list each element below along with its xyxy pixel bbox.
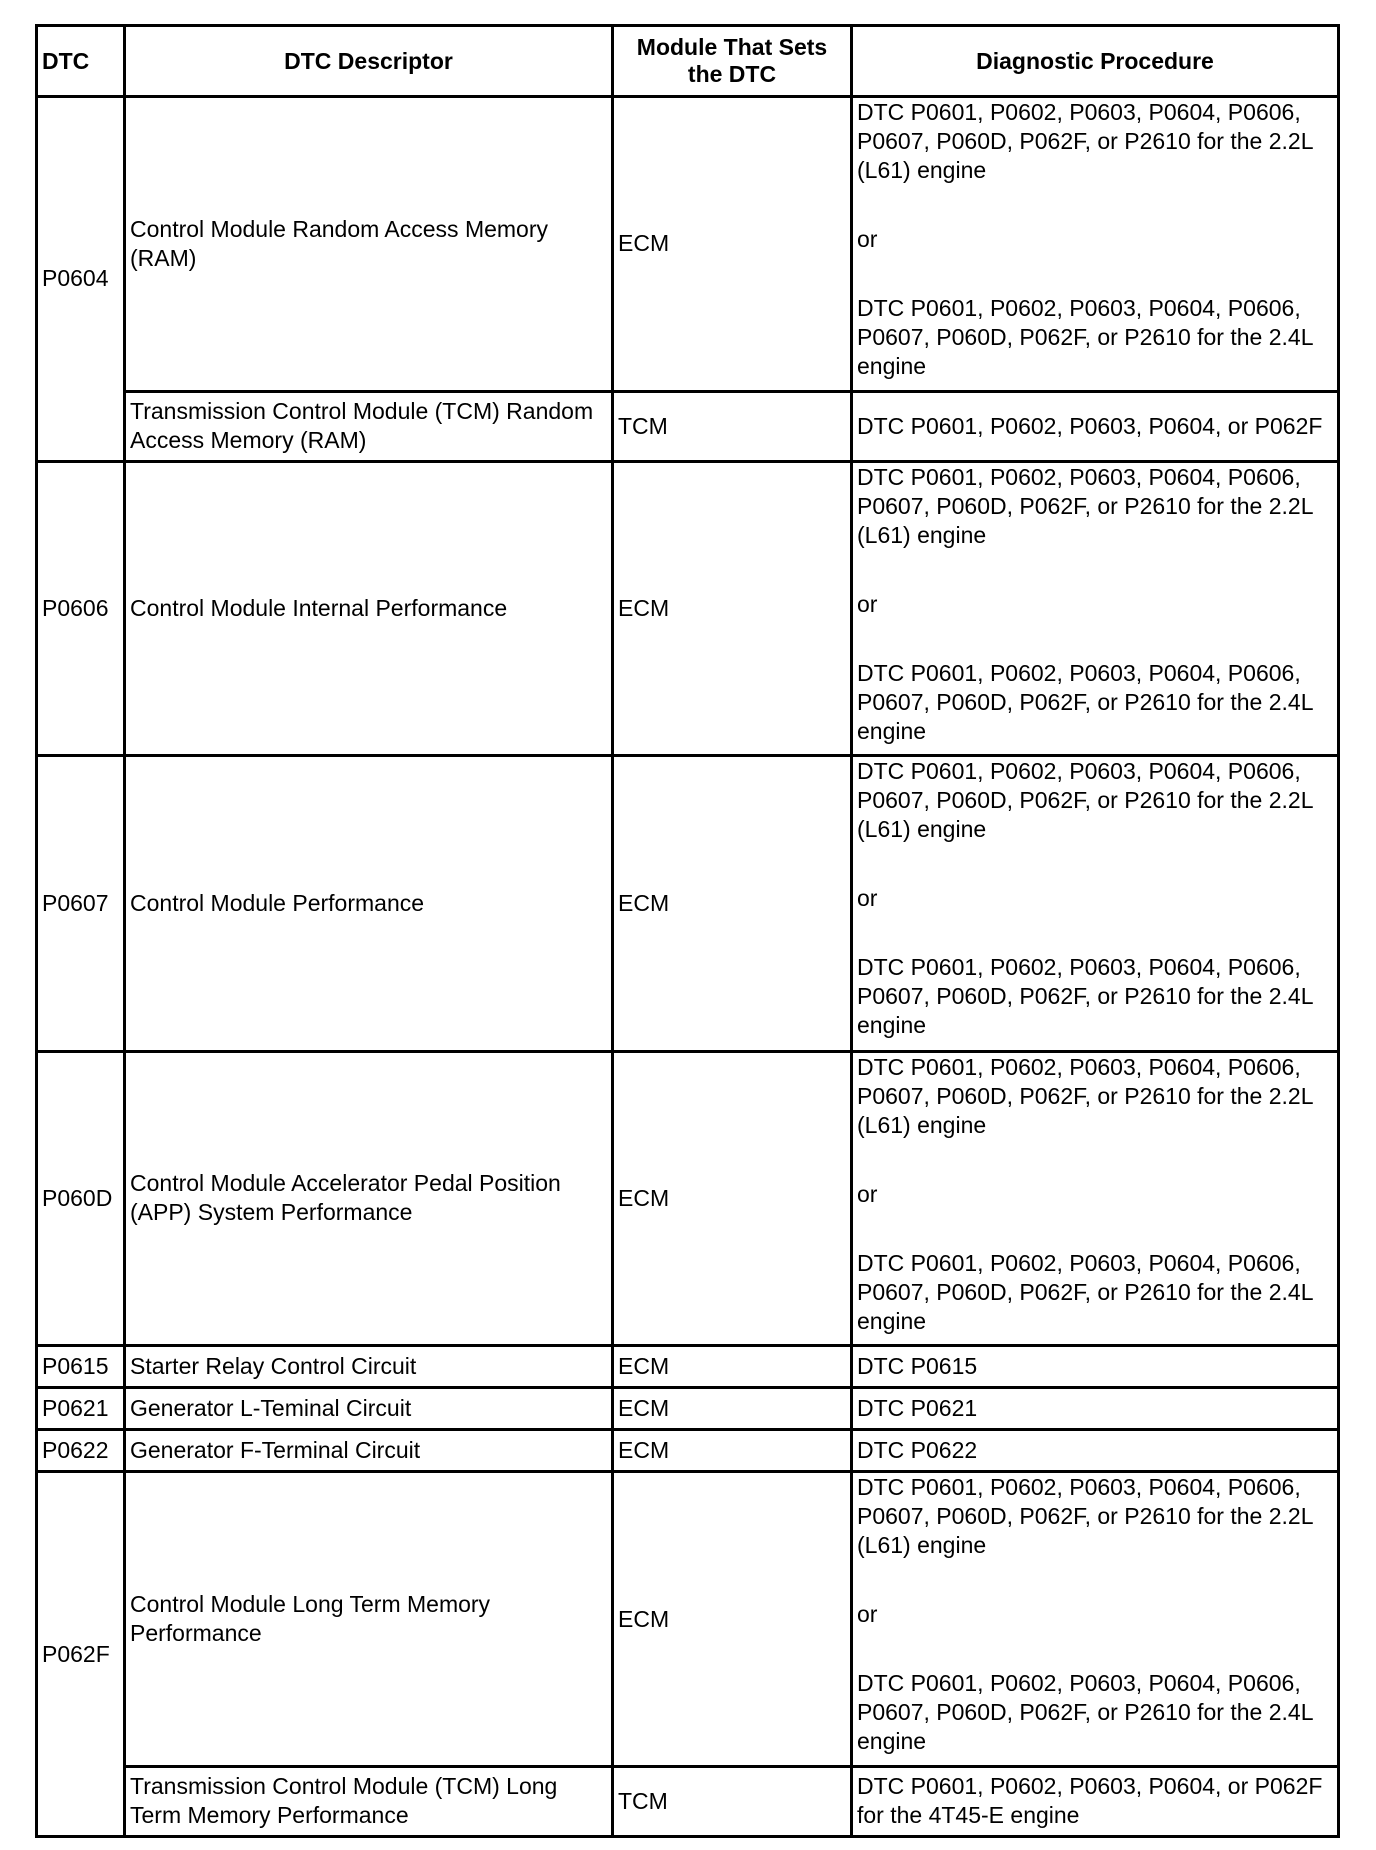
table-row — [37, 756, 1339, 1052]
module: ECM — [613, 97, 852, 392]
table-row — [37, 97, 1339, 392]
table-row — [37, 1051, 1339, 1346]
diagnostic-procedure: DTC P0622 — [852, 1430, 1339, 1472]
diagnostic-procedure — [852, 756, 1339, 1052]
dtc-descriptor: Control Module Random Access Memory (RAM) — [125, 97, 613, 392]
dtc-code: P060D — [37, 1051, 125, 1346]
header-dtc: DTC — [37, 26, 125, 97]
procedure-or: or — [857, 590, 878, 617]
table-row — [37, 1430, 1339, 1472]
diagnostic-procedure: DTC P0601, P0602, P0603, P0604, or P062F — [852, 391, 1339, 461]
procedure-or: or — [857, 885, 878, 912]
procedure-24l: DTC P0601, P0602, P0603, P0604, P0606, P0607, P060D, P062F, or P2610 for the 2.4L engine — [857, 295, 1313, 379]
procedure-or: or — [857, 226, 878, 252]
header-module: Module That Sets the DTC — [613, 26, 852, 97]
table-row — [37, 391, 1339, 461]
dtc-descriptor: Control Module Long Term Memory Performance — [125, 1472, 613, 1767]
procedure-l61: DTC P0601, P0602, P0603, P0604, P0606, P0607, P060D, P062F, or P2610 for the 2.2L (L61) engine — [857, 99, 1313, 183]
procedure-24l: DTC P0601, P0602, P0603, P0604, P0606, P0607, P060D, P062F, or P2610 for the 2.4L engine — [857, 1249, 1313, 1334]
dtc-code: P0607 — [37, 756, 125, 1052]
diagnostic-procedure: DTC P0621 — [852, 1388, 1339, 1430]
module: ECM — [613, 1051, 852, 1346]
dtc-code: P0622 — [37, 1430, 125, 1472]
table-row — [37, 461, 1339, 756]
procedure-or: or — [857, 1601, 878, 1628]
diagnostic-procedure — [852, 1051, 1339, 1346]
dtc-code: P0615 — [37, 1346, 125, 1388]
dtc-descriptor: Generator F-Terminal Circuit — [125, 1430, 613, 1472]
module: TCM — [613, 1766, 852, 1836]
module: ECM — [613, 1472, 852, 1767]
dtc-code: P0621 — [37, 1388, 125, 1430]
table-row — [37, 1766, 1339, 1836]
dtc-code: P0606 — [37, 461, 125, 756]
dtc-code: P0604 — [37, 97, 125, 462]
diagnostic-procedure — [852, 1472, 1339, 1767]
module: ECM — [613, 1430, 852, 1472]
diagnostic-procedure: DTC P0601, P0602, P0603, P0604, or P062F for the 4T45-E engine — [852, 1766, 1339, 1836]
dtc-table — [35, 24, 1340, 1838]
procedure-24l: DTC P0601, P0602, P0603, P0604, P0606, P0607, P060D, P062F, or P2610 for the 2.4L engine — [857, 1670, 1313, 1755]
module: ECM — [613, 756, 852, 1052]
dtc-table-container — [35, 24, 1337, 1838]
table-header-row — [37, 26, 1339, 97]
diagnostic-procedure — [852, 461, 1339, 756]
diagnostic-procedure: DTC P0615 — [852, 1346, 1339, 1388]
procedure-l61: DTC P0601, P0602, P0603, P0604, P0606, P0607, P060D, P062F, or P2610 for the 2.2L (L61) engine — [857, 463, 1313, 548]
procedure-or: or — [857, 1180, 878, 1207]
module: ECM — [613, 1346, 852, 1388]
dtc-descriptor: Control Module Accelerator Pedal Position (APP) System Performance — [125, 1051, 613, 1346]
module: ECM — [613, 1388, 852, 1430]
dtc-descriptor: Transmission Control Module (TCM) Long Term Memory Performance — [125, 1766, 613, 1836]
dtc-descriptor: Control Module Internal Performance — [125, 461, 613, 756]
dtc-descriptor: Transmission Control Module (TCM) Random Access Memory (RAM) — [125, 391, 613, 461]
procedure-l61: DTC P0601, P0602, P0603, P0604, P0606, P0607, P060D, P062F, or P2610 for the 2.2L (L61) engine — [857, 1474, 1313, 1559]
dtc-code: P062F — [37, 1472, 125, 1837]
diagnostic-procedure — [852, 97, 1339, 392]
procedure-l61: DTC P0601, P0602, P0603, P0604, P0606, P0607, P060D, P062F, or P2610 for the 2.2L (L61) engine — [857, 758, 1313, 843]
procedure-24l: DTC P0601, P0602, P0603, P0604, P0606, P0607, P060D, P062F, or P2610 for the 2.4L engine — [857, 659, 1313, 744]
procedure-24l: DTC P0601, P0602, P0603, P0604, P0606, P0607, P060D, P062F, or P2610 for the 2.4L engine — [857, 954, 1313, 1039]
dtc-descriptor: Starter Relay Control Circuit — [125, 1346, 613, 1388]
dtc-descriptor: Generator L-Teminal Circuit — [125, 1388, 613, 1430]
module: TCM — [613, 391, 852, 461]
module: ECM — [613, 461, 852, 756]
header-procedure: Diagnostic Procedure — [852, 26, 1339, 97]
table-row — [37, 1346, 1339, 1388]
procedure-l61: DTC P0601, P0602, P0603, P0604, P0606, P0607, P060D, P062F, or P2610 for the 2.2L (L61) engine — [857, 1053, 1313, 1138]
table-row — [37, 1472, 1339, 1767]
dtc-descriptor: Control Module Performance — [125, 756, 613, 1052]
header-descriptor: DTC Descriptor — [125, 26, 613, 97]
table-row — [37, 1388, 1339, 1430]
